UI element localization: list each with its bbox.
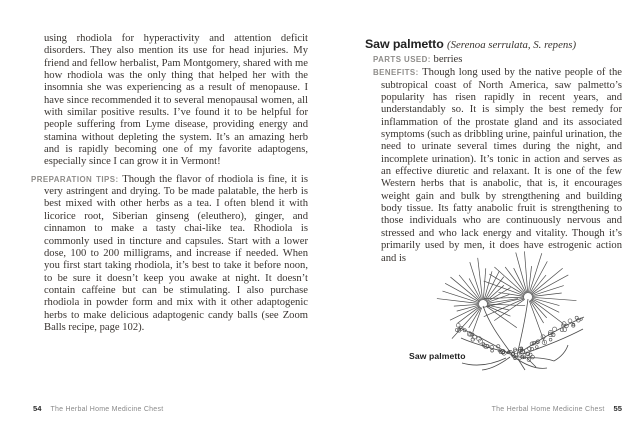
left-footer-title: The Herbal Home Medicine Chest — [50, 406, 164, 413]
heading-latin-name: (Serenoa serrulata, S. repens) — [447, 39, 577, 51]
left-page-number: 54 — [33, 404, 42, 413]
right-page-text-column — [365, 37, 622, 266]
preparation-tips-text: Though the flavor of rhodiola is fine, it is very astringent and drying. To be made palatable, the herb is best mixed with other herbs as a tea. I often blend it with licorice root, Siberian ginseng (eleuthero), ginger, and cinnamon to make a tasty chai-like tea. Rhodiola is commonly used in tincture and capsules. Start with a lower dose, 100 to 200 milligrams, and increase if needed. When you first start taking rhodiola, it’s best to take it before noon, to be sure it doesn’t keep you awake at night. It doesn’t contain caffeine but can be stimulating. I also purchase rhodiola in powder form and mix with it other adaptogenic herbs to make delicious adaptogenic candy balls (see Zoom Balls recipe, page 102). — [44, 173, 308, 333]
parts-used-line — [365, 54, 622, 66]
saw-palmetto-illustration — [406, 243, 614, 381]
benefits-paragraph — [365, 67, 622, 265]
parts-used-value: berries — [433, 54, 463, 65]
rhodiola-continuation-paragraph: using rhodiola for hyperactivity and attention deficit disorders. They also mention its use for head injuries. My friend and fellow herbalist, Pam Montgomery, shared with me how rhodiola was the only thing that helped her with the insomnia she was experiencing as a result of menopause. I have since recommended it to several menopausal women, all with similar positive results. I’ve found it to be helpful for people suffering from Lyme disease, providing energy and stamina without depleting the system. It’s an amazing herb and is rapidly becoming one of my favorite adaptogens, especially since I can grow it in Vermont! — [44, 33, 308, 168]
preparation-tips-paragraph — [31, 174, 308, 334]
right-footer-title: The Herbal Home Medicine Chest — [491, 406, 605, 413]
right-footer — [492, 404, 622, 413]
benefits-label: BENEFITS: — [373, 68, 419, 78]
left-footer — [33, 404, 163, 413]
illustration-caption: Saw palmetto — [409, 351, 466, 361]
benefits-text: Though long used by the native people of the subtropical coast of North America, saw palmetto’s popularity has risen rapidly in recent years, and understandably so. It is simply the best remedy for inflammation of the prostate gland and its associated symptoms (such as dribbling urine, painful urination, the need to urinate several times during the night, and incomplete urination). It’s tonic in action and serves as an effective diuretic and relaxant. It is one of the few Western herbs that is anabolic, that is, it encourages weight gain and bulk by strengthening and building body tissue. Its fatty anabolic fruit is strengthening to those individuals who are continuously nervous and stressed and who lack energy and vitality. Though it’s primarily used by men, it does have estrogenic action and is — [381, 67, 622, 264]
preparation-tips-label: PREPARATION TIPS: — [31, 174, 119, 184]
heading-common-name: Saw palmetto — [365, 37, 444, 51]
saw-palmetto-heading — [365, 37, 622, 51]
parts-used-label: PARTS USED: — [373, 55, 431, 64]
left-page-text-column — [31, 33, 308, 334]
right-page-number: 55 — [613, 404, 622, 413]
